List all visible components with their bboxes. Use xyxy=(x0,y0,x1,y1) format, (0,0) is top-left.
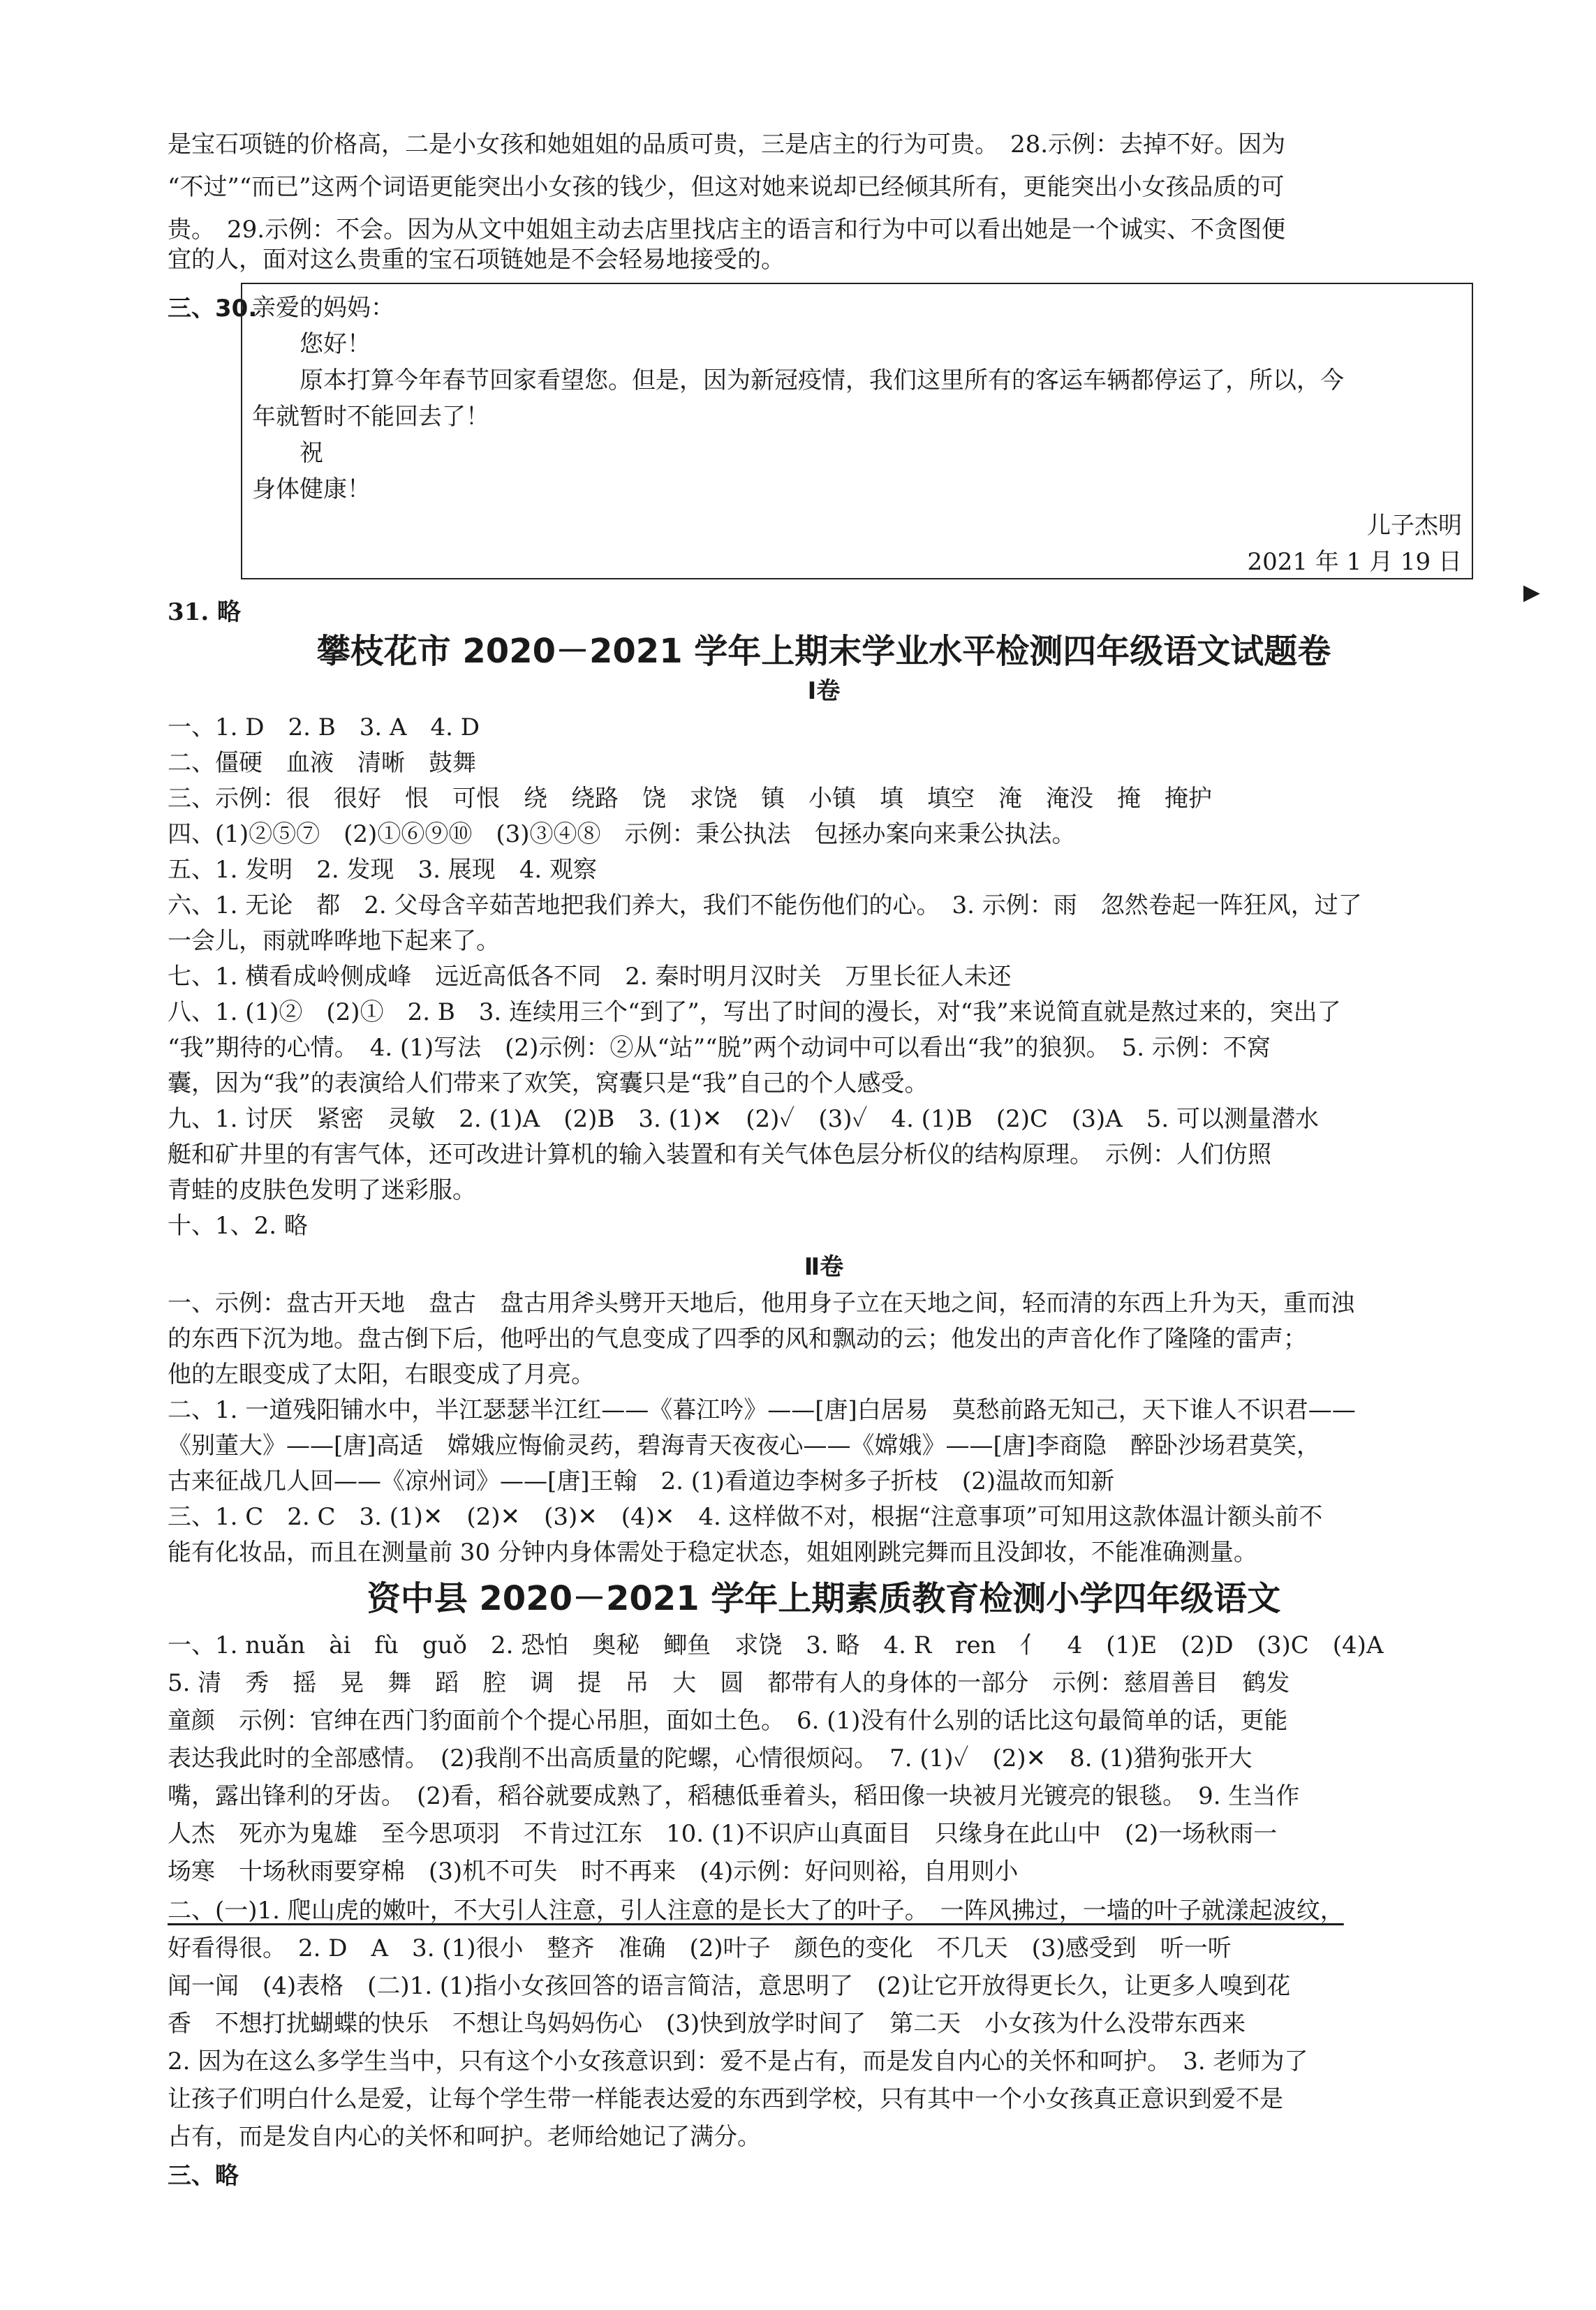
letter-body: 年就暂时不能回去了！ xyxy=(252,403,489,431)
answer-line: 一、示例：盘古开天地 盘古 盘古用斧头劈开天地后，他用身子立在天地之间，轻而清的东西上升为天，重而浊 xyxy=(168,1289,1354,1317)
answer-line: 2. 因为在这么多学生当中，只有这个小女孩意识到：爱不是占有，而是发自内心的关怀和呵护。 3. 老师为了 xyxy=(168,2048,1308,2075)
answer-line: 艇和矿井里的有害气体，还可改进计算机的输入装置和有关气体色层分析仪的结构原理。 示例：人们仿照 xyxy=(168,1141,1271,1169)
answer-line: 三、1. C 2. C 3. (1)✕ (2)✕ (3)✕ (4)✕ 4. 这样做不对，根据“注意事项”可知用这款体温计额头前不 xyxy=(168,1503,1323,1531)
answer-line: 表达我此时的全部感情。 (2)我削不出高质量的陀螺，心情很烦闷。 7. (1)✓ (2)✕ 8. (1)猎狗张开大 xyxy=(168,1745,1253,1772)
volume-label: Ⅰ卷 xyxy=(807,677,841,705)
q31: 31. 略 xyxy=(168,598,241,626)
letter-label: 三、30. xyxy=(168,295,258,323)
answer-line: 七、1. 横看成岭侧成峰 远近高低各不同 2. 秦时明月汉时关 万里长征人未还 xyxy=(168,963,1012,991)
answer-line: 宜的人，面对这么贵重的宝石项链她是不会轻易地接受的。 xyxy=(168,246,785,274)
letter-signature: 儿子杰明 xyxy=(1367,512,1462,540)
answer-line: 《别董大》——[唐]高适 嫦娥应悔偷灵药，碧海青天夜夜心——《嫦娥》——[唐]李商隐 醉卧沙场君莫笑， xyxy=(168,1432,1321,1460)
letter-wish: 祝 xyxy=(300,439,323,467)
answer-line: 让孩子们明白什么是爱，让每个学生带一样能表达爱的东西到学校，只有其中一个小女孩真正意识到爱不是 xyxy=(168,2085,1283,2113)
answer-line: 场寒 十场秋雨要穿棉 (3)机不可失 时不再来 (4)示例：好问则裕，自用则小 xyxy=(168,1858,1019,1886)
answer-line: 的东西下沉为地。盘古倒下后，他呼出的气息变成了四季的风和飘动的云；他发出的声音化作了隆隆的雷声； xyxy=(168,1325,1307,1353)
letter-health: 身体健康！ xyxy=(252,475,371,503)
answer-line: 五、1. 发明 2. 发现 3. 展现 4. 观察 xyxy=(168,856,597,884)
section-title: 资中县 2020－2021 学年上期素质教育检测小学四年级语文 xyxy=(367,1579,1281,1618)
letter-hello: 您好！ xyxy=(300,330,371,358)
answer-line: 一、1. D 2. B 3. A 4. D xyxy=(168,713,480,741)
answer-line: 二、(一)1. 爬山虎的嫩叶，不大引人注意，引人注意的是长大了的叶子。 一阵风拂过，一墙的叶子就漾起波纹， xyxy=(168,1897,1344,1925)
answer-line: 二、1. 一道残阳铺水中，半江瑟瑟半江红——《暮江吟》——[唐]白居易 莫愁前路无知己，天下谁人不识君—— xyxy=(168,1396,1356,1424)
answer-line: 好看得很。 2. D A 3. (1)很小 整齐 准确 (2)叶子 颜色的变化 不几天 (3)感受到 听一听 xyxy=(168,1934,1232,1962)
answer-line: 三、示例：很 很好 恨 可恨 绕 绕路 饶 求饶 镇 小镇 填 填空 淹 淹没 掩 掩护 xyxy=(168,785,1212,813)
answer-line: 嘴，露出锋利的牙齿。 (2)看，稻谷就要成熟了，稻穗低垂着头，稻田像一块被月光镀亮的银毯。 9. 生当作 xyxy=(168,1782,1300,1810)
answer-line: 一会儿，雨就哗哗地下起来了。 xyxy=(168,927,500,955)
answer-line: 是宝石项链的价格高，二是小女孩和她姐姐的品质可贵，三是店主的行为可贵。 28.示例：去掉不好。因为 xyxy=(168,131,1286,158)
answer-line: 香 不想打扰蝴蝶的快乐 不想让鸟妈妈伤心 (3)快到放学时间了 第二天 小女孩为什么没带东西来 xyxy=(168,2010,1246,2038)
answer-line: 十、1、2. 略 xyxy=(168,1212,308,1240)
letter-greeting: 亲爱的妈妈： xyxy=(252,294,394,322)
letter-body: 原本打算今年春节回家看望您。但是，因为新冠疫情，我们这里所有的客运车辆都停运了，所以，今 xyxy=(300,367,1344,394)
answer-line: 他的左眼变成了太阳，右眼变成了月亮。 xyxy=(168,1361,595,1389)
answer-line: 囊，因为“我”的表演给人们带来了欢笑，窝囊只是“我”自己的个人感受。 xyxy=(168,1069,929,1097)
answer-line: 童颜 示例：官绅在西门豹面前个个提心吊胆，面如土色。 6. (1)没有什么别的话比这句最简单的话，更能 xyxy=(168,1707,1288,1735)
letter-box xyxy=(241,283,1473,579)
answer-line: 九、1. 讨厌 紧密 灵敏 2. (1)A (2)B 3. (1)✕ (2)✓ (3)✓ 4. (1)B (2)C (3)A 5. 可以测量潜水 xyxy=(168,1105,1319,1133)
answer-line: 5. 清 秀 摇 晃 舞 蹈 腔 调 提 吊 大 圆 都带有人的身体的一部分 示例：慈眉善目 鹤发 xyxy=(168,1669,1290,1697)
answer-line: 六、1. 无论 都 2. 父母含辛茹苦地把我们养大，我们不能伤他们的心。 3. 示例：雨 忽然卷起一阵狂风，过了 xyxy=(168,891,1362,919)
answer-line: 贵。 29.示例：不会。因为从文中姐姐主动去店里找店主的语言和行为中可以看出她是一个诚实、不贪图便 xyxy=(168,216,1286,244)
answer-line: 人杰 死亦为鬼雄 至今思项羽 不肯过江东 10. (1)不识庐山真面目 只缘身在此山中 (2)一场秋雨一 xyxy=(168,1820,1278,1848)
answer-line: 三、略 xyxy=(168,2162,239,2190)
answer-line: 青蛙的皮肤色发明了迷彩服。 xyxy=(168,1176,476,1204)
letter-date: 2021 年 1 月 19 日 xyxy=(1247,548,1462,576)
answer-line: 闻一闻 (4)表格 (二)1. (1)指小女孩回答的语言简洁，意思明了 (2)让它开放得更长久，让更多人嗅到花 xyxy=(168,1972,1291,2000)
answer-line: 一、1. nuǎn ài fù guǒ 2. 恐怕 奥秘 鲫鱼 求饶 3. 略 4. R ren 亻 4 (1)E (2)D (3)C (4)A xyxy=(168,1631,1384,1659)
answer-line: 四、(1)②⑤⑦ (2)①⑥⑨⑩ (3)③④⑧ 示例：秉公执法 包拯办案向来秉公执法。 xyxy=(168,820,1076,848)
volume-label: Ⅱ卷 xyxy=(804,1253,844,1281)
answer-line: 能有化妆品，而且在测量前 30 分钟内身体需处于稳定状态，姐姐刚跳完舞而且没卸妆，不能准确测量。 xyxy=(168,1539,1257,1567)
answer-line: 八、1. (1)② (2)① 2. B 3. 连续用三个“到了”，写出了时间的漫长，对“我”来说简直就是熬过来的，突出了 xyxy=(168,998,1341,1026)
answer-line: 二、僵硬 血液 清晰 鼓舞 xyxy=(168,749,476,777)
answer-line: “我”期待的心情。 4. (1)写法 (2)示例：②从“站”“脱”两个动词中可以看出“我”的狼狈。 5. 示例：不窝 xyxy=(168,1034,1271,1062)
section-title: 攀枝花市 2020－2021 学年上期末学业水平检测四年级语文试题卷 xyxy=(316,632,1331,671)
answer-line: 占有，而是发自内心的关怀和呵护。老师给她记了满分。 xyxy=(168,2123,761,2151)
page-margin-mark: ▸ xyxy=(1523,572,1540,611)
answer-line: “不过”“而已”这两个词语更能突出小女孩的钱少，但这对她来说却已经倾其所有，更能突出小女孩品质的可 xyxy=(168,173,1285,201)
answer-line: 古来征战几人回——《凉州词》——[唐]王翰 2. (1)看道边李树多子折枝 (2)温故而知新 xyxy=(168,1467,1115,1495)
